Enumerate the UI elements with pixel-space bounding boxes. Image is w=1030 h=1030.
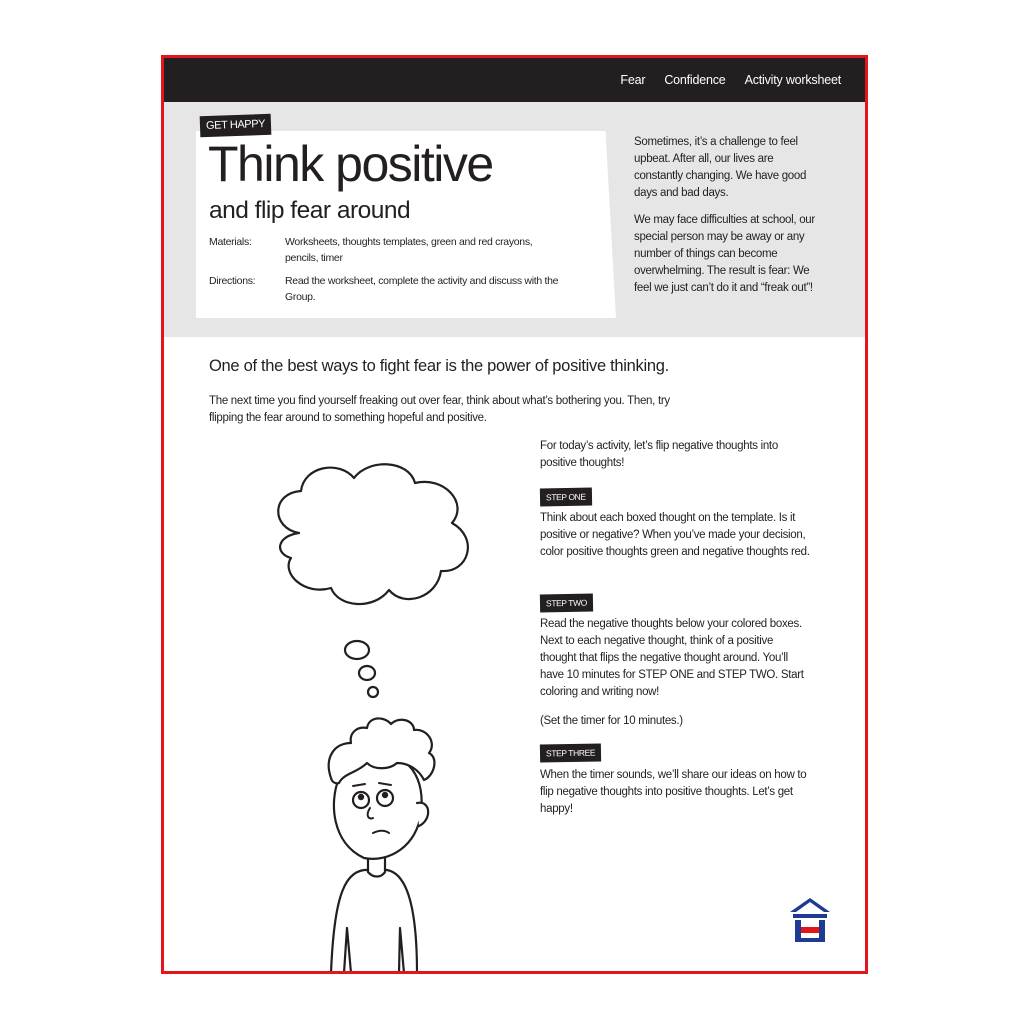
main-headline: One of the best ways to fight fear is the power of positive thinking. (209, 357, 669, 375)
intro-paragraph: The next time you find yourself freaking out over fear, think about what’s bothering you. Then, try flipping the fear around to something hopeful and positive. (209, 395, 670, 424)
shirt (331, 870, 417, 973)
thought-bubble-large (345, 641, 369, 659)
nav-link-confidence[interactable]: Confidence (664, 73, 726, 87)
thought-bubble-small (368, 687, 378, 697)
top-nav-bar (164, 58, 865, 102)
page-title: Think positive (208, 136, 493, 192)
step-one-tag: STEP ONE (540, 488, 592, 507)
directions-value: Read the worksheet, complete the activity and discuss with the Group. (285, 275, 559, 303)
nav-link-activity-worksheet[interactable]: Activity worksheet (744, 73, 841, 87)
page-subtitle: and flip fear around (209, 197, 411, 224)
activity-intro: For today’s activity, let’s flip negative thoughts into positive thoughts! (540, 440, 778, 469)
step-three-tag: STEP THREE (540, 743, 601, 762)
sidebar-paragraph-2: We may face difficulties at school, our special person may be away or any number of things can become overwhelming. The result is fear: We feel we just can’t do it and “freak out”! (634, 214, 815, 294)
nav-links (620, 58, 841, 102)
thought-bubble-medium (359, 666, 375, 680)
directions-label: Directions: (209, 275, 256, 287)
worksheet-page (161, 55, 868, 974)
thought-cloud (278, 464, 468, 604)
materials-label: Materials: (209, 236, 252, 248)
step-three-text: When the timer sounds, we’ll share our ideas on how to flip negative thoughts into positive thoughts. Let’s get happy! (540, 769, 807, 815)
step-two-tag: STEP TWO (540, 594, 593, 613)
nav-link-fear[interactable]: Fear (620, 73, 646, 87)
step-two-note: (Set the timer for 10 minutes.) (540, 715, 683, 727)
thinking-boy-illustration (269, 458, 484, 973)
materials-value: Worksheets, thoughts templates, green and red crayons, pencils, timer (285, 236, 533, 264)
get-happy-tag: GET HAPPY (200, 114, 272, 137)
house-logo-icon (788, 896, 832, 944)
sidebar-paragraph-1: Sometimes, it’s a challenge to feel upbeat. After all, our lives are constantly changing. We have good days and bad days. (634, 136, 807, 199)
step-two-text: Read the negative thoughts below your colored boxes. Next to each negative thought, think of a positive thought that flips the negative thought around. You’ll have 10 minutes for STEP ONE and STEP TWO. Start coloring and writing now! (540, 618, 804, 698)
step-one-text: Think about each boxed thought on the template. Is it positive or negative? When you’ve made your decision, color positive thoughts green and negative thoughts red. (540, 512, 810, 558)
